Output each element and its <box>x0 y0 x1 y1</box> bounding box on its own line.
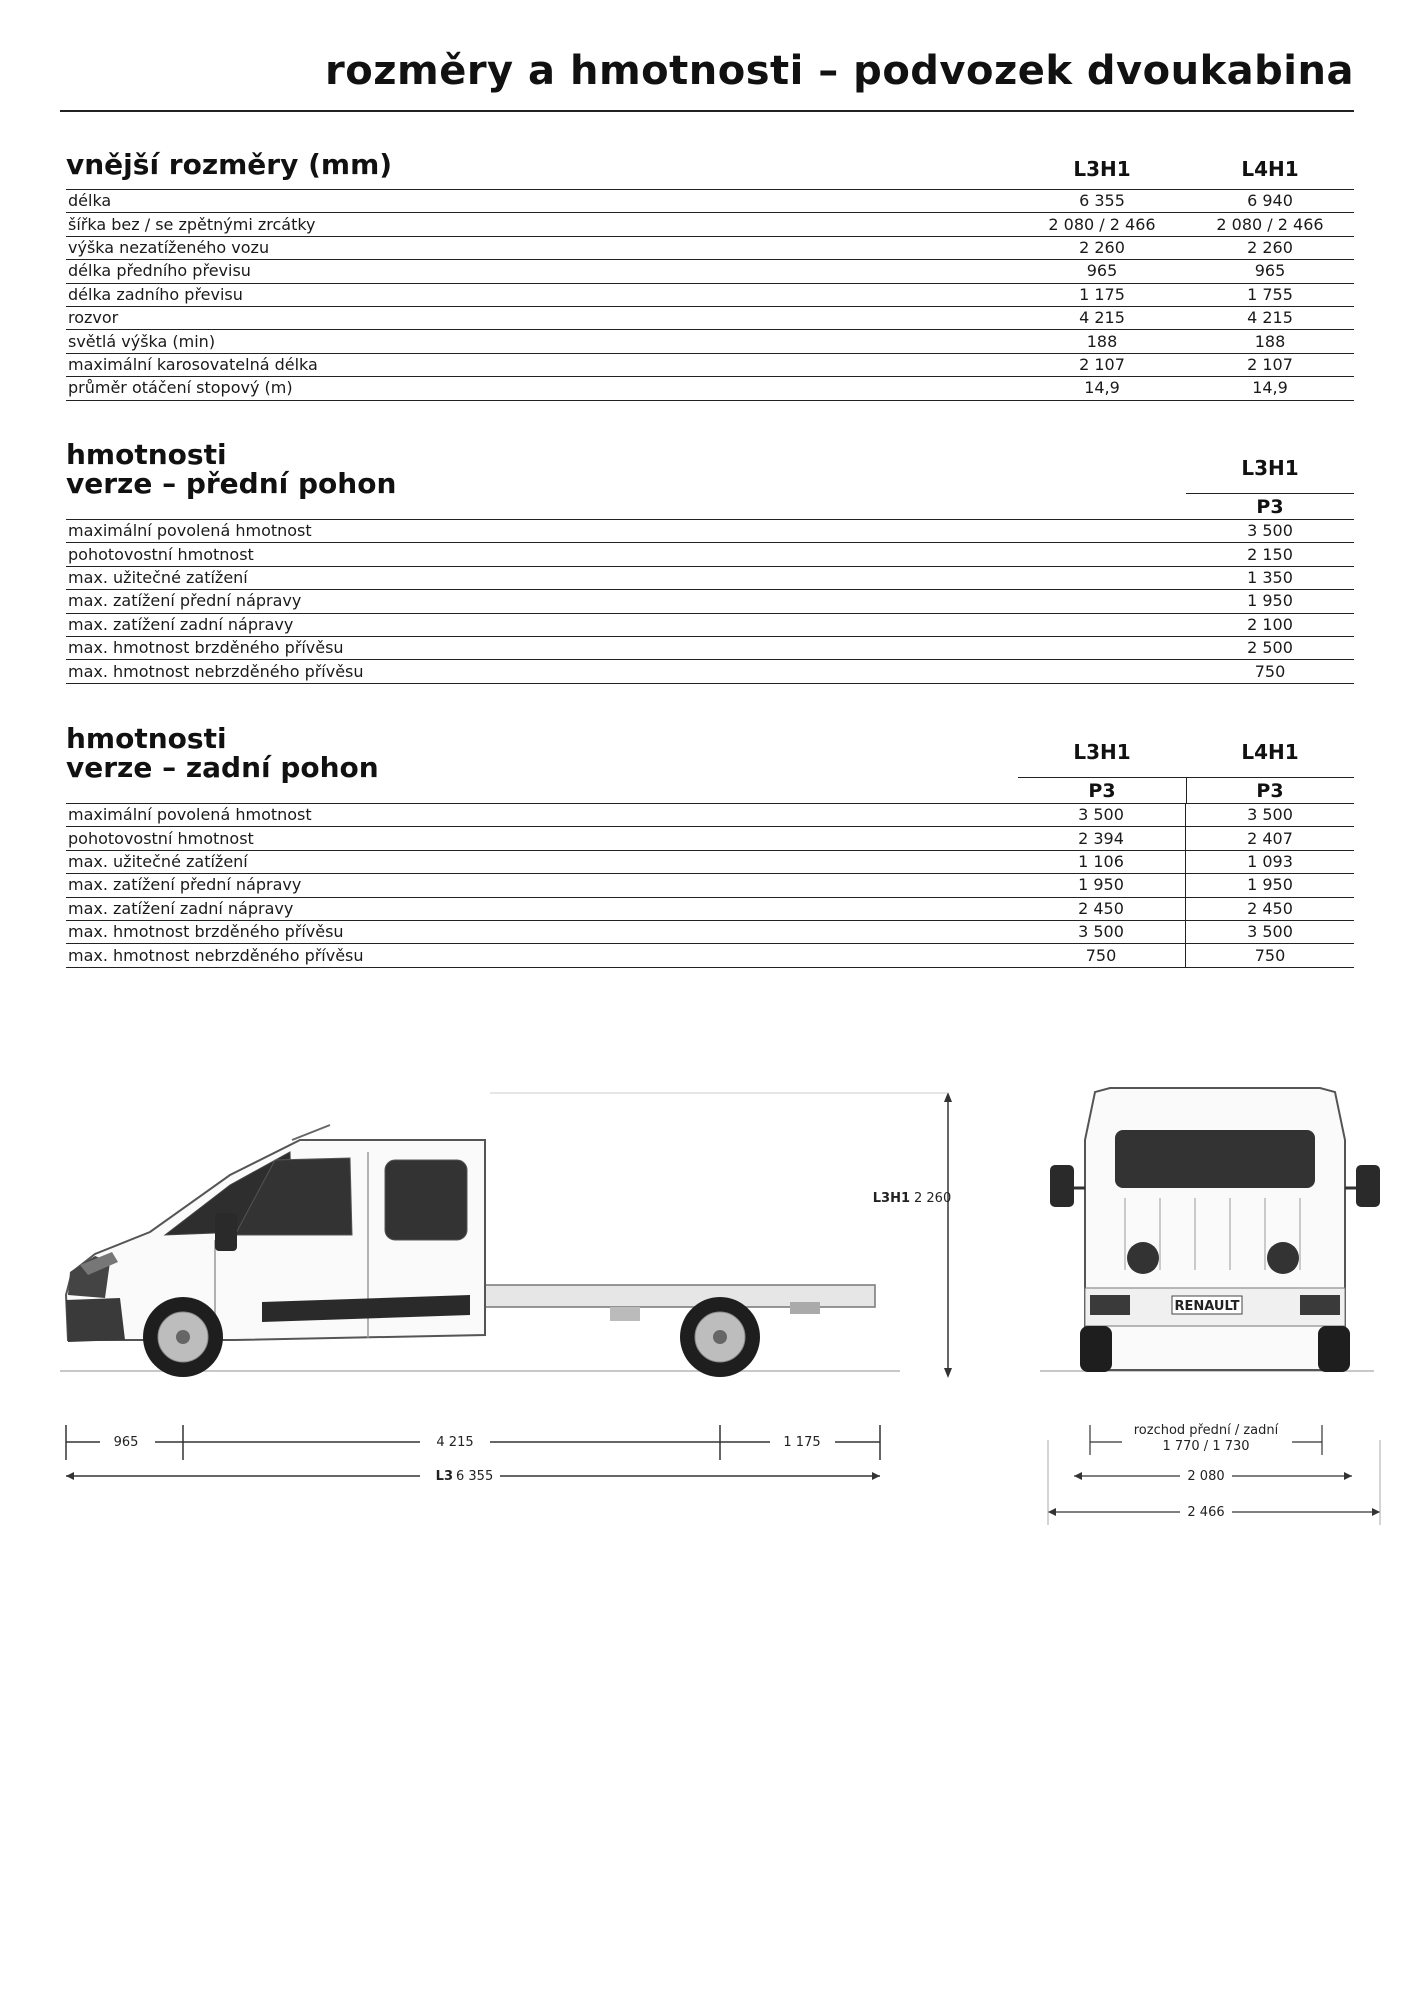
width-mirrors-arrow-right <box>1372 1508 1380 1516</box>
row-value: 2 080 / 2 466 <box>1018 213 1186 236</box>
row-value: 2 107 <box>1186 353 1354 376</box>
table-row <box>66 520 1354 543</box>
rear-tyre-left <box>1080 1326 1112 1372</box>
row-label: max. hmotnost nebrzděného přívěsu <box>66 660 1018 683</box>
tail-light-right <box>1300 1295 1340 1315</box>
table-row <box>66 920 1354 943</box>
external-dimensions-table <box>66 189 1354 401</box>
rear-cutout-left <box>1127 1242 1159 1274</box>
table-row <box>66 236 1354 259</box>
weights-rear-heading-line1: hmotnosti <box>66 722 227 755</box>
rear-wheel <box>680 1297 760 1377</box>
table-row <box>66 897 1354 920</box>
empty-cell <box>1018 520 1186 543</box>
table-row <box>66 213 1354 236</box>
empty-cell <box>1018 613 1186 636</box>
row-label: světlá výška (min) <box>66 330 1018 353</box>
row-label: maximální karosovatelná délka <box>66 353 1018 376</box>
rear-subcolumn-p3-l3h1: P3 <box>1088 780 1116 802</box>
table-row <box>66 613 1354 636</box>
front-subheader-rule <box>1186 493 1354 494</box>
table-row <box>66 850 1354 873</box>
row-label: výška nezatíženého vozu <box>66 236 1018 259</box>
row-value: 2 100 <box>1186 613 1354 636</box>
table-row <box>66 330 1354 353</box>
row-value: 2 080 / 2 466 <box>1186 213 1354 236</box>
table-row <box>66 827 1354 850</box>
row-label: délka zadního převisu <box>66 283 1018 306</box>
empty-cell <box>1018 636 1186 659</box>
front-bumper <box>66 1298 125 1342</box>
height-label-prefix: L3H1 <box>872 1191 910 1206</box>
empty-cell <box>1018 660 1186 683</box>
row-value: 750 <box>1186 660 1354 683</box>
van-side-view <box>66 1125 875 1377</box>
row-value: 1 093 <box>1186 850 1355 873</box>
row-value: 188 <box>1186 330 1354 353</box>
table-row <box>66 636 1354 659</box>
length-dimension-row <box>66 1425 880 1460</box>
row-label: délka předního převisu <box>66 260 1018 283</box>
weights-front-heading-line2: verze – přední pohon <box>66 467 397 500</box>
row-label: maximální povolená hmotnost <box>66 804 1017 827</box>
page-title: rozměry a hmotnosti – podvozek dvoukabina <box>325 48 1354 94</box>
empty-cell <box>1018 590 1186 613</box>
row-value: 2 260 <box>1018 236 1186 259</box>
row-label: max. zatížení zadní nápravy <box>66 897 1017 920</box>
track-label: rozchod přední / zadní <box>1133 1423 1279 1438</box>
row-value: 2 500 <box>1186 636 1354 659</box>
row-value: 4 215 <box>1186 306 1354 329</box>
row-value: 2 407 <box>1186 827 1355 850</box>
row-value: 1 350 <box>1186 566 1354 589</box>
row-label: max. hmotnost brzděného přívěsu <box>66 636 1018 659</box>
wheelbase-label: 4 215 <box>436 1435 474 1450</box>
width-mirrors-label: 2 466 <box>1187 1505 1225 1520</box>
rear-subcolumn-p3-l4h1: P3 <box>1256 780 1284 802</box>
row-value: 2 450 <box>1017 897 1186 920</box>
rear-mirror-left <box>1050 1165 1074 1207</box>
width-label: 2 080 <box>1187 1469 1225 1484</box>
height-label-value: 2 260 <box>914 1191 952 1206</box>
van-rear-view <box>1050 1088 1380 1372</box>
row-label: max. zatížení přední nápravy <box>66 874 1017 897</box>
height-arrow-bottom <box>944 1368 952 1378</box>
front-subcolumn-p3: P3 <box>1256 496 1284 518</box>
weights-front-heading-line1: hmotnosti <box>66 438 227 471</box>
table-row <box>66 306 1354 329</box>
row-value: 1 106 <box>1017 850 1186 873</box>
row-value: 1 755 <box>1186 283 1354 306</box>
vehicle-dimension-diagram <box>0 1040 1414 1530</box>
row-value: 2 260 <box>1186 236 1354 259</box>
table-row <box>66 566 1354 589</box>
row-value: 14,9 <box>1018 377 1186 400</box>
track-value: 1 770 / 1 730 <box>1162 1439 1250 1454</box>
width-arrow-left <box>1074 1472 1082 1480</box>
rear-tyre-right <box>1318 1326 1350 1372</box>
side-mirror <box>215 1213 237 1251</box>
front-wheel <box>143 1297 223 1377</box>
empty-cell <box>1018 566 1186 589</box>
rear-cutout-right <box>1267 1242 1299 1274</box>
row-value: 750 <box>1186 944 1355 967</box>
row-value: 1 950 <box>1017 874 1186 897</box>
front-overhang-label: 965 <box>113 1435 139 1450</box>
length-arrow-left <box>66 1472 74 1480</box>
rear-column-header-l4h1: L4H1 <box>1241 740 1299 764</box>
rear-cab-window <box>1115 1130 1315 1188</box>
length-arrow-right <box>872 1472 880 1480</box>
row-label: délka <box>66 190 1018 213</box>
weights-rear-heading-line2: verze – zadní pohon <box>66 751 379 784</box>
row-label: max. zatížení přední nápravy <box>66 590 1018 613</box>
row-value: 3 500 <box>1186 520 1354 543</box>
total-length-value: 6 355 <box>456 1469 494 1484</box>
empty-cell <box>1018 543 1186 566</box>
row-label: pohotovostní hmotnost <box>66 827 1017 850</box>
row-label: průměr otáčení stopový (m) <box>66 377 1018 400</box>
row-label: max. užitečné zatížení <box>66 850 1017 873</box>
external-dimensions-heading: vnější rozměry (mm) <box>66 148 393 181</box>
table-row <box>66 377 1354 400</box>
track-dimension <box>1090 1420 1322 1456</box>
weights-rear-table <box>66 803 1354 968</box>
width-mirrors-arrow-left <box>1048 1508 1056 1516</box>
rear-badge: RENAULT <box>1174 1299 1240 1314</box>
row-label: max. zatížení zadní nápravy <box>66 613 1018 636</box>
chassis-hitch <box>790 1302 820 1314</box>
tail-light-left <box>1090 1295 1130 1315</box>
weights-front-heading <box>66 440 396 498</box>
table-row <box>66 260 1354 283</box>
row-value: 3 500 <box>1017 920 1186 943</box>
row-value: 750 <box>1017 944 1186 967</box>
rear-mirror-right <box>1356 1165 1380 1207</box>
row-value: 6 940 <box>1186 190 1354 213</box>
table-row <box>66 353 1354 376</box>
row-value: 188 <box>1018 330 1186 353</box>
table-row <box>66 874 1354 897</box>
row-value: 3 500 <box>1186 804 1355 827</box>
rear-overhang-label: 1 175 <box>783 1435 821 1450</box>
table-row <box>66 190 1354 213</box>
row-value: 6 355 <box>1018 190 1186 213</box>
row-value: 2 450 <box>1186 897 1355 920</box>
column-header-l4h1: L4H1 <box>1241 157 1299 181</box>
table-row <box>66 660 1354 683</box>
row-value: 4 215 <box>1018 306 1186 329</box>
row-value: 965 <box>1018 260 1186 283</box>
column-header-l3h1: L3H1 <box>1073 157 1131 181</box>
antenna <box>292 1125 330 1140</box>
row-label: rozvor <box>66 306 1018 329</box>
row-value: 2 150 <box>1186 543 1354 566</box>
total-length-dimension <box>66 1466 880 1484</box>
weights-front-table <box>66 519 1354 684</box>
front-column-header-l3h1: L3H1 <box>1241 456 1299 480</box>
row-label: max. hmotnost nebrzděného přívěsu <box>66 944 1017 967</box>
table-row <box>66 543 1354 566</box>
row-value: 2 394 <box>1017 827 1186 850</box>
row-value: 2 107 <box>1018 353 1186 376</box>
total-length-prefix: L3 <box>435 1469 453 1484</box>
row-label: šířka bez / se zpětnými zrcátky <box>66 213 1018 236</box>
table-row <box>66 944 1354 967</box>
row-label: max. hmotnost brzděného přívěsu <box>66 920 1017 943</box>
weights-rear-heading <box>66 724 379 782</box>
row-value: 3 500 <box>1017 804 1186 827</box>
chassis-bracket <box>610 1307 640 1321</box>
rear-door-window <box>385 1160 467 1240</box>
row-label: max. užitečné zatížení <box>66 566 1018 589</box>
table-row <box>66 590 1354 613</box>
row-value: 965 <box>1186 260 1354 283</box>
row-label: pohotovostní hmotnost <box>66 543 1018 566</box>
width-arrow-right <box>1344 1472 1352 1480</box>
width-dimension <box>1074 1467 1352 1484</box>
row-value: 1 175 <box>1018 283 1186 306</box>
table-row <box>66 804 1354 827</box>
row-value: 3 500 <box>1186 920 1355 943</box>
row-value: 14,9 <box>1186 377 1354 400</box>
rear-column-header-l3h1: L3H1 <box>1073 740 1131 764</box>
row-value: 1 950 <box>1186 590 1354 613</box>
table-row <box>66 283 1354 306</box>
title-divider <box>60 110 1354 112</box>
row-label: maximální povolená hmotnost <box>66 520 1018 543</box>
row-value: 1 950 <box>1186 874 1355 897</box>
